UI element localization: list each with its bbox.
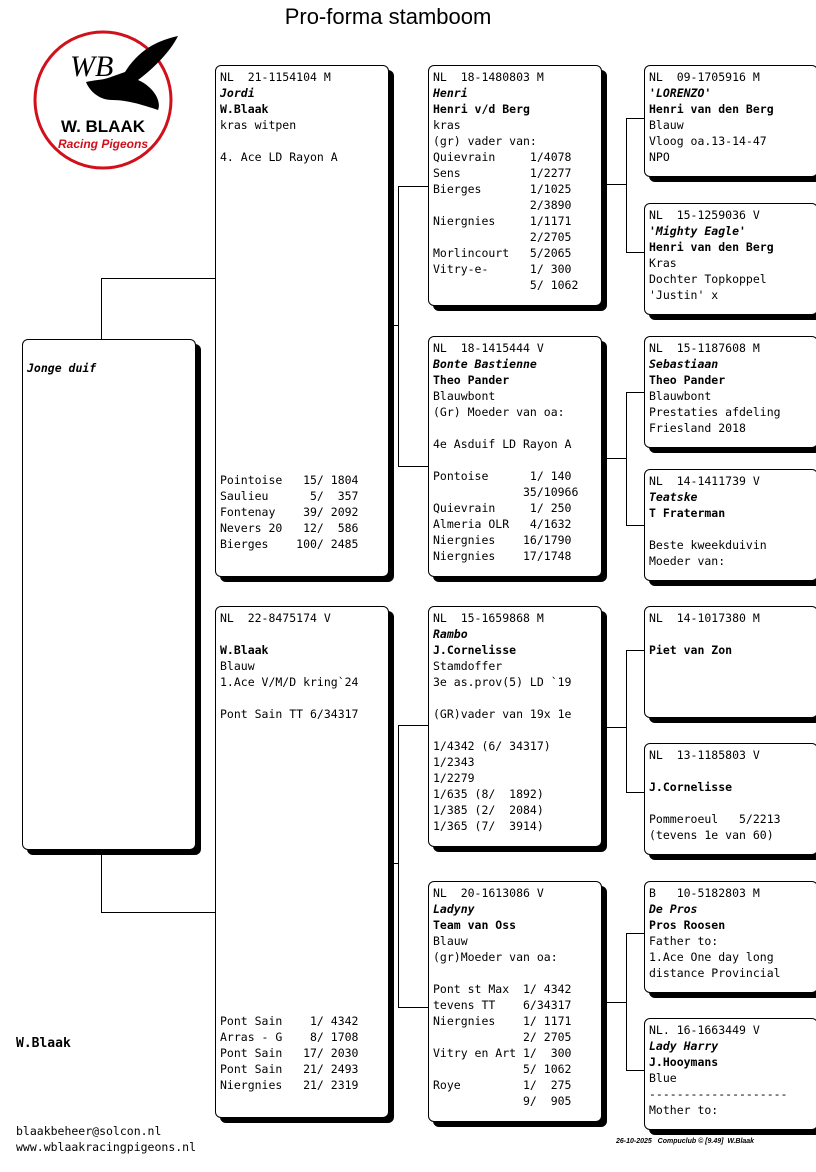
connector bbox=[626, 118, 627, 252]
pigeon-breeder: Henri v/d Berg bbox=[433, 102, 530, 116]
pigeon-ring: NL 15-1659868 M bbox=[433, 611, 544, 625]
logo-name: W. BLAAK bbox=[60, 117, 146, 136]
connector bbox=[626, 1070, 644, 1071]
pigeon-name: Lady Harry bbox=[649, 1039, 719, 1053]
connector bbox=[601, 458, 626, 459]
pedigree-line: Moeder van: bbox=[649, 554, 726, 568]
connector bbox=[101, 278, 102, 340]
pigeon-breeder: Piet van Zon bbox=[649, 643, 733, 657]
pedigree-line bbox=[433, 965, 597, 981]
pedigree-line: 1/635 (8/ 1892) bbox=[433, 787, 544, 801]
subject-card[interactable] bbox=[22, 339, 196, 850]
pedigree-line: 1/2279 bbox=[433, 771, 475, 785]
connector bbox=[626, 392, 644, 393]
pigeon-breeder: T Fraterman bbox=[649, 506, 726, 520]
connector bbox=[398, 1007, 428, 1008]
pedigree-line: Morlincourt 5/2065 bbox=[433, 246, 572, 260]
grandparent-card-ff[interactable] bbox=[428, 65, 602, 306]
pigeon-name: Jordi bbox=[220, 86, 255, 100]
pedigree-line: Vitry en Art 1/ 300 bbox=[433, 1046, 572, 1060]
pigeon-breeder: W.Blaak bbox=[220, 102, 269, 116]
connector bbox=[388, 863, 398, 864]
pigeon-breeder: Henri van den Berg bbox=[649, 240, 774, 254]
contact-email[interactable]: blaakbeheer@solcon.nl bbox=[16, 1124, 162, 1138]
great-grandparent-card-fmm[interactable] bbox=[644, 469, 816, 581]
pedigree-line bbox=[433, 452, 597, 468]
pigeon-name: De Pros bbox=[649, 902, 698, 916]
pigeon-ring: NL. 16-1663449 V bbox=[649, 1023, 760, 1037]
pedigree-line: Niergnies 16/1790 bbox=[433, 533, 572, 547]
connector bbox=[398, 725, 399, 1007]
pedigree-line: -------------------- bbox=[649, 1087, 788, 1101]
logo-initials: WB bbox=[70, 50, 114, 83]
result-line: Fontenay 39/ 2092 bbox=[220, 505, 359, 519]
result-line: Pont Sain 1/ 4342 bbox=[220, 1014, 359, 1028]
logo-subtitle: Racing Pigeons bbox=[57, 137, 149, 151]
pigeon-name: Henri bbox=[433, 86, 468, 100]
great-grandparent-card-mmm[interactable] bbox=[644, 1018, 816, 1130]
pedigree-line: 'Justin' x bbox=[649, 288, 719, 302]
pedigree-line: (GR)vader van 19x 1e bbox=[433, 707, 572, 721]
great-grandparent-card-mmf[interactable] bbox=[644, 881, 816, 993]
pedigree-line: Bierges 1/1025 bbox=[433, 182, 572, 196]
pedigree-line: distance Provincial bbox=[649, 966, 781, 980]
connector bbox=[101, 912, 216, 913]
pedigree-line: 2/3890 bbox=[433, 198, 572, 212]
connector bbox=[626, 392, 627, 525]
connector bbox=[398, 725, 428, 726]
connector bbox=[601, 727, 626, 728]
pedigree-line: 5/ 1062 bbox=[433, 1062, 572, 1076]
pedigree-line bbox=[433, 690, 597, 706]
pigeon-name: Bonte Bastienne bbox=[433, 357, 537, 371]
pedigree-line: Father to: bbox=[649, 934, 719, 948]
pedigree-line: Pontoise 1/ 140 bbox=[433, 469, 572, 483]
pedigree-line: NPO bbox=[649, 150, 670, 164]
pigeon-breeder: J.Cornelisse bbox=[433, 643, 517, 657]
pigeon-breeder: Henri van den Berg bbox=[649, 102, 774, 116]
pigeon-breeder: Theo Pander bbox=[433, 373, 510, 387]
pigeon-name: 'Mighty Eagle' bbox=[649, 224, 746, 238]
pigeon-ring: NL 15-1187608 M bbox=[649, 341, 760, 355]
pedigree-line: Stamdoffer bbox=[433, 659, 503, 673]
pigeon-ring: NL 20-1613086 V bbox=[433, 886, 544, 900]
pedigree-line: 1/385 (2/ 2084) bbox=[433, 803, 544, 817]
pigeon-note: 4. Ace LD Rayon A bbox=[220, 150, 338, 164]
great-grandparent-card-mff[interactable] bbox=[644, 606, 816, 718]
connector bbox=[626, 933, 627, 1070]
connector bbox=[101, 278, 216, 279]
pedigree-line: Blauwbont bbox=[433, 389, 496, 403]
pedigree-line: Blue bbox=[649, 1071, 677, 1085]
pigeon-name: Rambo bbox=[433, 627, 468, 641]
pedigree-line bbox=[649, 521, 813, 537]
pigeon-ring: B 10-5182803 M bbox=[649, 886, 760, 900]
connector bbox=[398, 466, 428, 467]
pedigree-line: Kras bbox=[649, 256, 677, 270]
pedigree-line: 1.Ace One day long bbox=[649, 950, 774, 964]
great-grandparent-card-fff[interactable] bbox=[644, 65, 816, 177]
pigeon-ring: NL 14-1411739 V bbox=[649, 474, 760, 488]
connector bbox=[626, 650, 627, 792]
results-list bbox=[220, 472, 384, 552]
pedigree-line: Friesland 2018 bbox=[649, 421, 746, 435]
pedigree-line: (gr)Moeder van oa: bbox=[433, 950, 558, 964]
connector bbox=[626, 525, 644, 526]
pedigree-line: 1/2343 bbox=[433, 755, 475, 769]
pigeon-ring: NL 18-1480803 M bbox=[433, 70, 544, 84]
pedigree-line: Blauw bbox=[433, 934, 468, 948]
pedigree-line: 1/4342 (6/ 34317) bbox=[433, 739, 551, 753]
footer-info: 26-10-2025 Compuclub © [9.49] W.Blaak bbox=[616, 1138, 755, 1145]
result-line: Nevers 20 12/ 586 bbox=[220, 521, 359, 535]
pedigree-line: (tevens 1e van 60) bbox=[649, 828, 774, 842]
connector bbox=[626, 792, 644, 793]
pedigree-line: Vloog oa.13-14-47 bbox=[649, 134, 767, 148]
pedigree-line: Almeria OLR 4/1632 bbox=[433, 517, 572, 531]
pedigree-line: 2/ 2705 bbox=[433, 1030, 572, 1044]
connector bbox=[388, 325, 398, 326]
pedigree-line: Blauwbont bbox=[649, 389, 712, 403]
grandparent-card-mf[interactable] bbox=[428, 606, 602, 847]
pedigree-line: 5/ 1062 bbox=[433, 278, 579, 292]
connector bbox=[626, 252, 644, 253]
connector bbox=[398, 186, 399, 466]
connector bbox=[601, 1002, 626, 1003]
pedigree-line: Pont st Max 1/ 4342 bbox=[433, 982, 572, 996]
pedigree-line: Niergnies 1/ 1171 bbox=[433, 1014, 572, 1028]
subject-name: Jonge duif bbox=[27, 361, 97, 375]
pigeon-breeder: Team van Oss bbox=[433, 918, 517, 932]
pedigree-line: Pommeroeul 5/2213 bbox=[649, 812, 781, 826]
result-line: Niergnies 21/ 2319 bbox=[220, 1078, 359, 1092]
connector bbox=[626, 118, 644, 119]
pigeon-breeder: Theo Pander bbox=[649, 373, 726, 387]
pigeon-ring: NL 13-1185803 V bbox=[649, 748, 760, 762]
pigeon-color: Blauw bbox=[220, 659, 255, 673]
pedigree-line: kras bbox=[433, 118, 461, 132]
pigeon-note: 1.Ace V/M/D kring`24 bbox=[220, 675, 359, 689]
result-line: Arras - G 8/ 1708 bbox=[220, 1030, 359, 1044]
pigeon-name: 'LORENZO' bbox=[649, 86, 712, 100]
pigeon-ring: NL 22-8475174 V bbox=[220, 611, 331, 625]
pigeon-ring: NL 21-1154104 M bbox=[220, 70, 331, 84]
result-line: Pointoise 15/ 1804 bbox=[220, 473, 359, 487]
pedigree-line: 1/365 (7/ 3914) bbox=[433, 819, 544, 833]
mother-card[interactable] bbox=[215, 606, 389, 1118]
pedigree-line: 4e Asduif LD Rayon A bbox=[433, 437, 572, 451]
pigeon-breeder: W.Blaak bbox=[220, 643, 269, 657]
pigeon-ring: NL 09-1705916 M bbox=[649, 70, 760, 84]
great-grandparent-card-mfm[interactable] bbox=[644, 743, 816, 855]
pigeon-ring: NL 18-1415444 V bbox=[433, 341, 544, 355]
pedigree-line: Quievrain 1/ 250 bbox=[433, 501, 572, 515]
great-grandparent-card-ffm[interactable] bbox=[644, 203, 816, 315]
pedigree-line: Niergnies 1/1171 bbox=[433, 214, 572, 228]
pigeon-ring: NL 15-1259036 V bbox=[649, 208, 760, 222]
pigeon-color: kras witpen bbox=[220, 118, 297, 132]
contact-website[interactable]: www.wblaakracingpigeons.nl bbox=[16, 1140, 197, 1154]
connector bbox=[398, 186, 428, 187]
page-title: Pro-forma stamboom bbox=[284, 4, 492, 29]
pedigree-line: (Gr) Moeder van oa: bbox=[433, 405, 565, 419]
pigeon-name: Teatske bbox=[649, 490, 698, 504]
pedigree-line: Quievrain 1/4078 bbox=[433, 150, 572, 164]
connector bbox=[626, 650, 644, 651]
pedigree-line bbox=[433, 420, 597, 436]
pedigree-line: Beste kweekduivin bbox=[649, 538, 767, 552]
pedigree-line: Mother to: bbox=[649, 1103, 719, 1117]
grandparent-card-mm[interactable] bbox=[428, 881, 602, 1122]
pedigree-line: 35/10966 bbox=[433, 485, 579, 499]
father-card[interactable] bbox=[215, 65, 389, 577]
logo bbox=[30, 30, 180, 170]
connector bbox=[101, 848, 102, 912]
connector bbox=[626, 933, 644, 934]
result-line: Pont Sain 21/ 2493 bbox=[220, 1062, 359, 1076]
pigeon-breeder: Pros Roosen bbox=[649, 918, 726, 932]
pigeon-ring: NL 14-1017380 M bbox=[649, 611, 760, 625]
pedigree-line: Dochter Topkoppel bbox=[649, 272, 767, 286]
pedigree-line: Blauw bbox=[649, 118, 684, 132]
pedigree-line: Vitry-e- 1/ 300 bbox=[433, 262, 572, 276]
pedigree-line: 3e as.prov(5) LD `19 bbox=[433, 675, 572, 689]
pedigree-line bbox=[433, 722, 597, 738]
pedigree-line: tevens TT 6/34317 bbox=[433, 998, 572, 1012]
pigeon-note: Pont Sain TT 6/34317 bbox=[220, 707, 359, 721]
connector bbox=[601, 184, 626, 185]
result-line: Bierges 100/ 2485 bbox=[220, 537, 359, 551]
pigeon-breeder: J.Cornelisse bbox=[649, 780, 733, 794]
owner-name: W.Blaak bbox=[16, 1036, 71, 1051]
pigeon-name: Sebastiaan bbox=[649, 357, 719, 371]
pedigree-line: Sens 1/2277 bbox=[433, 166, 572, 180]
results-list bbox=[220, 1013, 384, 1093]
pedigree-line: Niergnies 17/1748 bbox=[433, 549, 572, 563]
result-line: Pont Sain 17/ 2030 bbox=[220, 1046, 359, 1060]
pedigree-line: (gr) vader van: bbox=[433, 134, 537, 148]
pedigree-line bbox=[649, 795, 813, 811]
pedigree-line: 2/2705 bbox=[433, 230, 572, 244]
pedigree-line: Roye 1/ 275 bbox=[433, 1078, 572, 1092]
pigeon-breeder: J.Hooymans bbox=[649, 1055, 719, 1069]
pedigree-line: Prestaties afdeling bbox=[649, 405, 781, 419]
grandparent-card-fm[interactable] bbox=[428, 336, 602, 577]
pedigree-line: 9/ 905 bbox=[433, 1094, 572, 1108]
result-line: Saulieu 5/ 357 bbox=[220, 489, 359, 503]
great-grandparent-card-fmf[interactable] bbox=[644, 336, 816, 448]
pigeon-name: Ladyny bbox=[433, 902, 475, 916]
